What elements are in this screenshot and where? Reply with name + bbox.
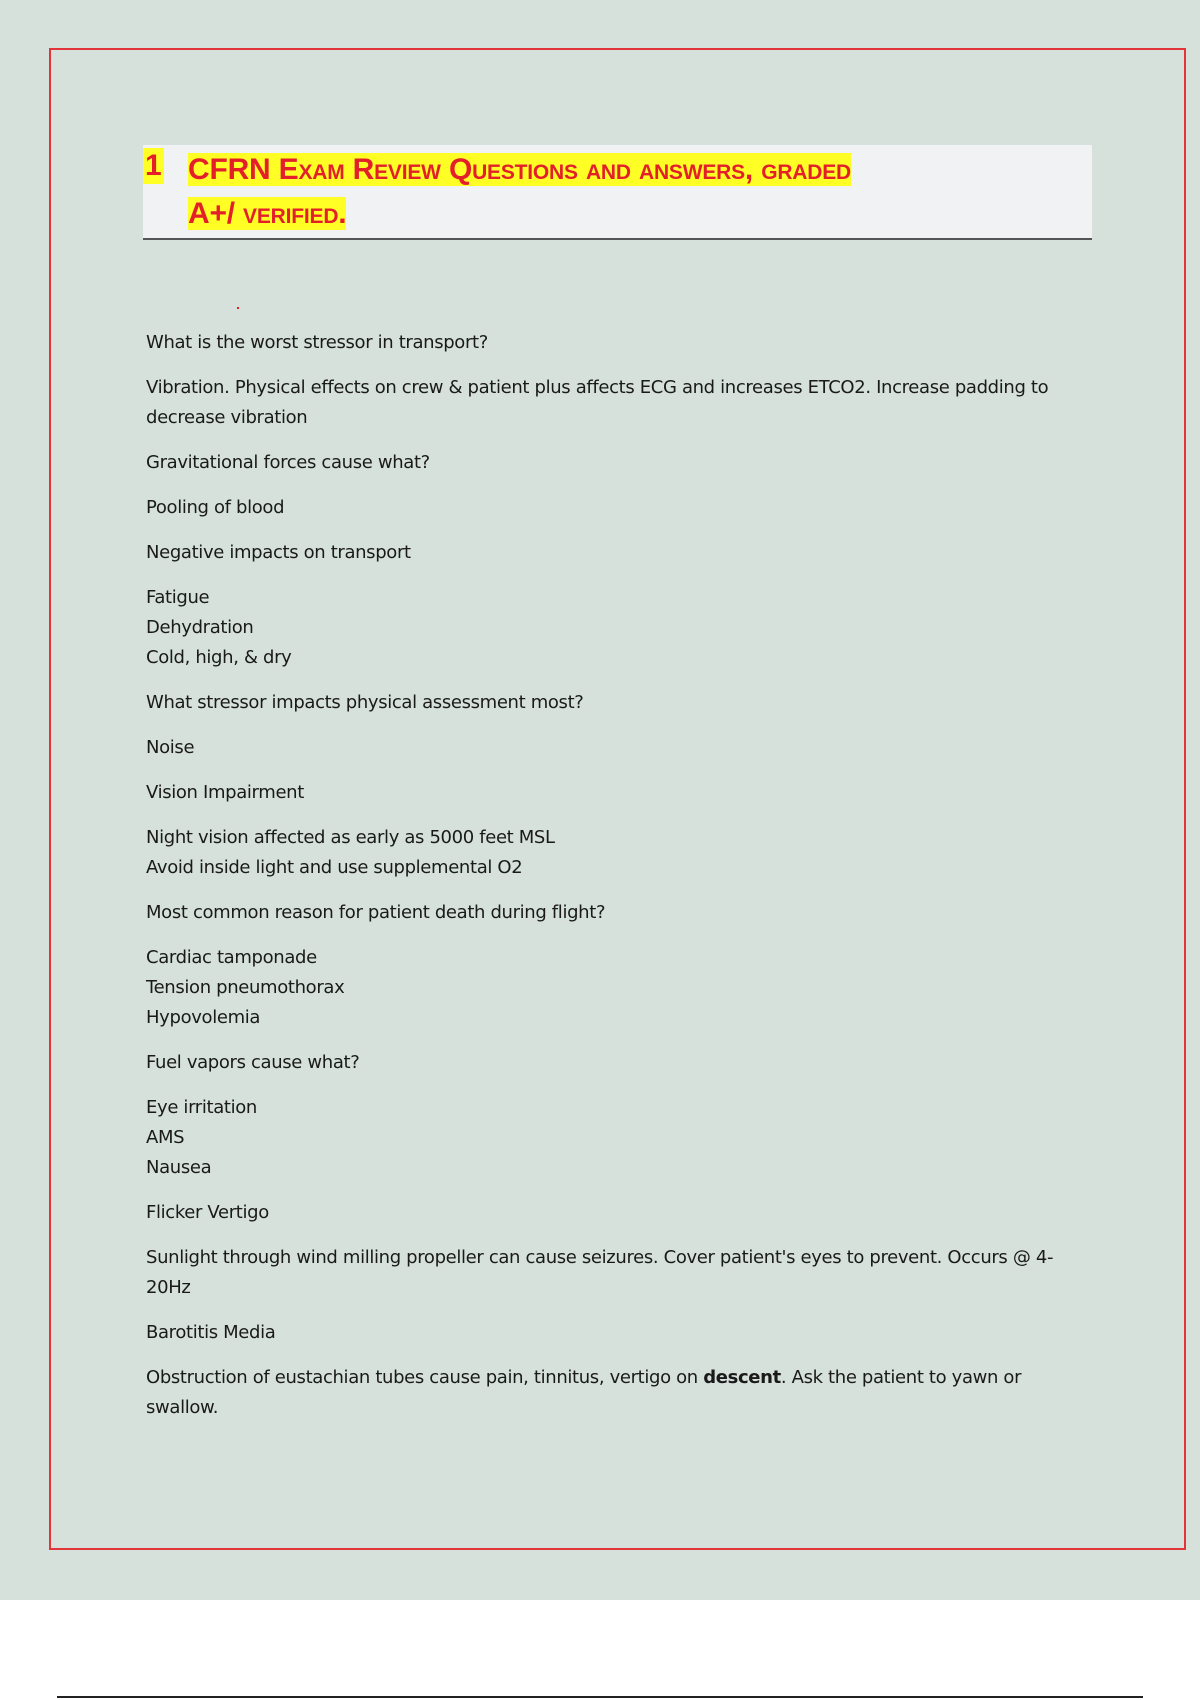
question: Vision Impairment [146, 782, 304, 803]
question: Negative impacts on transport [146, 542, 411, 563]
answer-line: Dehydration [146, 617, 254, 638]
answer [146, 1363, 1091, 1423]
answer: Noise [146, 737, 195, 758]
answer: Sunlight through wind milling propeller can cause seizures. Cover patient's eyes to prevent. Occurs @ 4-20Hz [146, 1247, 1054, 1298]
answer [146, 1093, 1091, 1183]
answer-line: Eye irritation [146, 1097, 257, 1118]
question: Gravitational forces cause what? [146, 452, 430, 473]
answer: Vibration. Physical effects on crew & patient plus affects ECG and increases ETCO2. Increase padding to decrease vibration [146, 377, 1049, 428]
title-number: 1 [145, 149, 162, 182]
answer-line: Nausea [146, 1157, 212, 1178]
answer-line: AMS [146, 1127, 185, 1148]
question: Fuel vapors cause what? [146, 1052, 360, 1073]
answer [146, 943, 1091, 1033]
footer-rule [57, 1696, 1143, 1698]
answer-line: Night vision affected as early as 5000 feet MSL [146, 827, 555, 848]
title-line-2: A+/ verified. [188, 197, 347, 230]
answer-text: Obstruction of eustachian tubes cause pain, tinnitus, vertigo on [146, 1367, 704, 1388]
answer [146, 823, 1091, 883]
answer-line: Tension pneumothorax [146, 977, 345, 998]
red-dot-mark [237, 307, 239, 309]
document-title [188, 148, 1088, 236]
title-line-1: CFRN Exam Review Questions and answers, graded [188, 153, 852, 186]
qa-content [146, 328, 1091, 1438]
question: Flicker Vertigo [146, 1202, 269, 1223]
answer: Pooling of blood [146, 497, 285, 518]
question: What is the worst stressor in transport? [146, 332, 488, 353]
question: What stressor impacts physical assessment most? [146, 692, 584, 713]
answer-line: Fatigue [146, 587, 210, 608]
answer-line: Hypovolemia [146, 1007, 261, 1028]
answer-text: . Ask the patient to yawn or swallow. [146, 1367, 1022, 1418]
question: Barotitis Media [146, 1322, 276, 1343]
answer [146, 583, 1091, 673]
answer-line: Cold, high, & dry [146, 647, 292, 668]
answer-line: Cardiac tamponade [146, 947, 317, 968]
bold-term: descent [703, 1367, 781, 1388]
question: Most common reason for patient death during flight? [146, 902, 606, 923]
answer-line: Avoid inside light and use supplemental O2 [146, 857, 523, 878]
